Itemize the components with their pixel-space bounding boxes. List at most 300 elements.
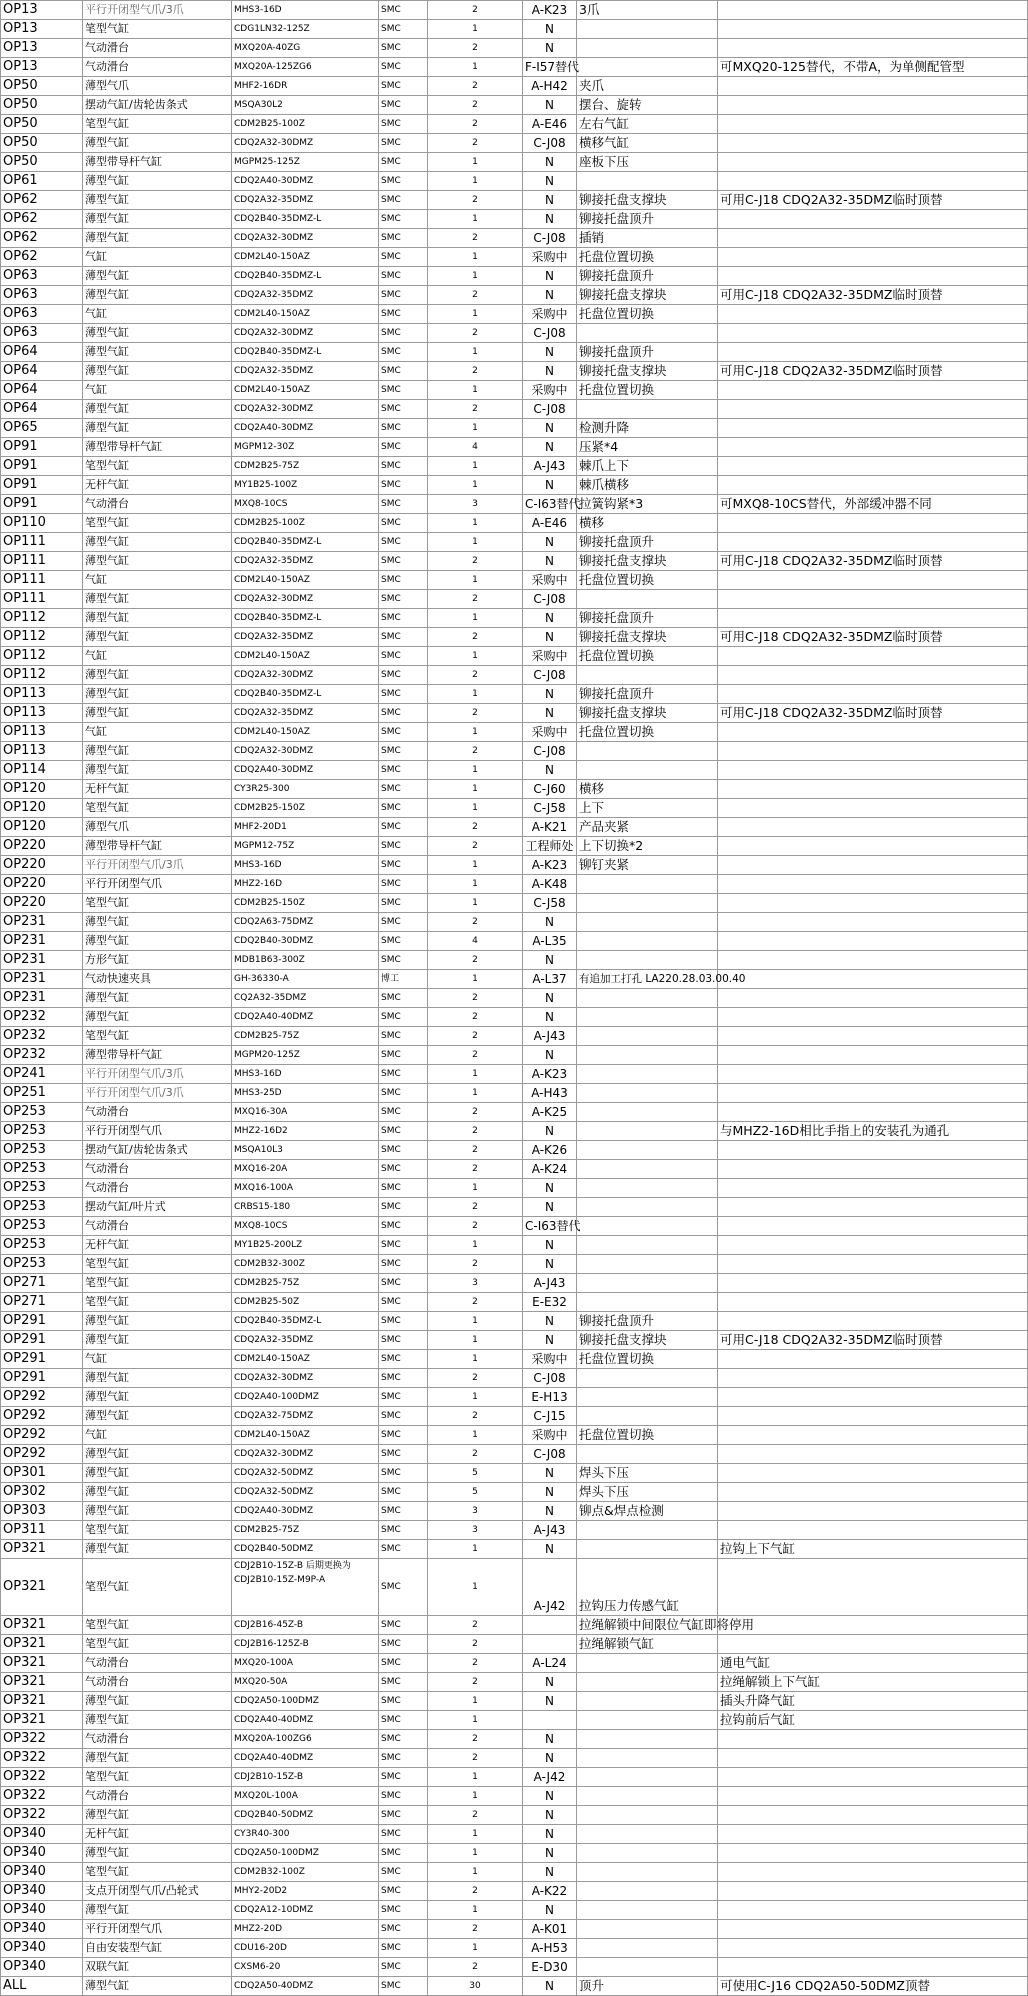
location-cell: N: [523, 1863, 577, 1882]
location-cell: N: [523, 1825, 577, 1844]
table-row: [1, 1502, 1028, 1521]
remark-cell: [718, 894, 1028, 913]
model-cell: CDQ2B40-35DMZ-L: [232, 533, 379, 552]
station-cell: OP63: [1, 267, 83, 286]
part-name-cell: 支点开闭型气爪/凸轮式: [83, 1882, 232, 1901]
station-cell: OP292: [1, 1445, 83, 1464]
remark-cell: [718, 761, 1028, 780]
station-cell: OP112: [1, 609, 83, 628]
model-cell: CDM2L40-150AZ: [232, 305, 379, 324]
function-cell: 有追加工打孔 LA220.28.03.00.40: [577, 970, 718, 989]
table-row: [1, 609, 1028, 628]
remark-cell: [718, 951, 1028, 970]
part-name-cell: 薄型气缸: [83, 1502, 232, 1521]
station-cell: OP63: [1, 305, 83, 324]
part-name-cell: 薄型气缸: [83, 1369, 232, 1388]
location-cell: C-J08: [523, 229, 577, 248]
remark-cell: 拉绳解锁上下气缸: [718, 1673, 1028, 1692]
quantity-cell: 5: [428, 1483, 523, 1502]
table-row: [1, 229, 1028, 248]
part-name-cell: 薄型气缸: [83, 267, 232, 286]
part-name-cell: 薄型气缸: [83, 1749, 232, 1768]
model-cell: MSQA10L3: [232, 1141, 379, 1160]
remark-cell: [718, 837, 1028, 856]
function-cell: [577, 989, 718, 1008]
part-name-cell: 薄型气爪: [83, 77, 232, 96]
location-cell: N: [523, 1255, 577, 1274]
quantity-cell: 2: [428, 1293, 523, 1312]
station-cell: OP322: [1, 1806, 83, 1825]
location-cell: N: [523, 343, 577, 362]
model-cell: CDM2B25-75Z: [232, 1027, 379, 1046]
brand-cell: SMC: [379, 1236, 428, 1255]
model-cell: MHS3-25D: [232, 1084, 379, 1103]
model-cell: MHS3-16D: [232, 1065, 379, 1084]
brand-cell: SMC: [379, 1844, 428, 1863]
remark-cell: 拉钩前后气缸: [718, 1711, 1028, 1730]
brand-cell: SMC: [379, 1122, 428, 1141]
location-cell: A-K01: [523, 1920, 577, 1939]
function-cell: 铆接托盘顶升: [577, 609, 718, 628]
remark-cell: [718, 1027, 1028, 1046]
location-cell: 采购中: [523, 1426, 577, 1445]
location-cell: F-I57替代: [523, 58, 577, 77]
location-cell: N: [523, 951, 577, 970]
quantity-cell: 1: [428, 1768, 523, 1787]
table-row: [1, 39, 1028, 58]
table-row: [1, 1141, 1028, 1160]
part-name-cell: 无杆气缸: [83, 780, 232, 799]
part-name-cell: 薄型气缸: [83, 286, 232, 305]
quantity-cell: 2: [428, 1882, 523, 1901]
quantity-cell: 2: [428, 400, 523, 419]
brand-cell: SMC: [379, 1331, 428, 1350]
table-row: [1, 1749, 1028, 1768]
model-cell: CDQ2B40-35DMZ-L: [232, 267, 379, 286]
quantity-cell: 4: [428, 932, 523, 951]
location-cell: N: [523, 1008, 577, 1027]
brand-cell: SMC: [379, 495, 428, 514]
function-cell: 拉绳解锁气缸: [577, 1635, 718, 1654]
table-row: [1, 989, 1028, 1008]
station-cell: OP62: [1, 191, 83, 210]
quantity-cell: 1: [428, 1844, 523, 1863]
location-cell: N: [523, 1806, 577, 1825]
function-cell: [577, 1692, 718, 1711]
station-cell: OP111: [1, 571, 83, 590]
location-cell: A-J42: [523, 1559, 577, 1616]
brand-cell: SMC: [379, 761, 428, 780]
table-row: [1, 457, 1028, 476]
part-name-cell: 薄型气缸: [83, 343, 232, 362]
location-cell: A-H42: [523, 77, 577, 96]
brand-cell: SMC: [379, 20, 428, 39]
location-cell: A-L37: [523, 970, 577, 989]
function-cell: 拉绳解锁中间限位气缸即将停用: [577, 1616, 718, 1635]
table-row: [1, 704, 1028, 723]
table-row: [1, 799, 1028, 818]
location-cell: C-J08: [523, 400, 577, 419]
location-cell: C-J60: [523, 780, 577, 799]
brand-cell: SMC: [379, 362, 428, 381]
table-row: [1, 324, 1028, 343]
table-row: [1, 761, 1028, 780]
table-row: [1, 96, 1028, 115]
quantity-cell: 1: [428, 305, 523, 324]
quantity-cell: 1: [428, 1084, 523, 1103]
model-cell: MDB1B63-300Z: [232, 951, 379, 970]
station-cell: OP292: [1, 1426, 83, 1445]
model-cell: CDQ2A32-50DMZ: [232, 1483, 379, 1502]
quantity-cell: 2: [428, 1730, 523, 1749]
table-row: [1, 571, 1028, 590]
remark-cell: [718, 1863, 1028, 1882]
remark-cell: [718, 96, 1028, 115]
function-cell: [577, 666, 718, 685]
part-name-cell: 笔型气缸: [83, 1274, 232, 1293]
table-row: [1, 856, 1028, 875]
quantity-cell: 2: [428, 1008, 523, 1027]
function-cell: [577, 1844, 718, 1863]
function-cell: [577, 1217, 718, 1236]
quantity-cell: 2: [428, 1958, 523, 1977]
function-cell: 夹爪: [577, 77, 718, 96]
remark-cell: [718, 1160, 1028, 1179]
location-cell: E-D30: [523, 1958, 577, 1977]
quantity-cell: 1: [428, 761, 523, 780]
brand-cell: 博工: [379, 970, 428, 989]
location-cell: N: [523, 96, 577, 115]
function-cell: 摆台、旋转: [577, 96, 718, 115]
part-name-cell: 笔型气缸: [83, 457, 232, 476]
brand-cell: SMC: [379, 1939, 428, 1958]
station-cell: OP291: [1, 1312, 83, 1331]
station-cell: OP113: [1, 723, 83, 742]
quantity-cell: 2: [428, 1806, 523, 1825]
remark-cell: [718, 1103, 1028, 1122]
brand-cell: SMC: [379, 628, 428, 647]
table-row: [1, 1825, 1028, 1844]
station-cell: OP50: [1, 77, 83, 96]
brand-cell: SMC: [379, 951, 428, 970]
location-cell: N: [523, 761, 577, 780]
location-cell: [523, 1711, 577, 1730]
location-cell: N: [523, 989, 577, 1008]
station-cell: OP50: [1, 115, 83, 134]
table-row: [1, 1293, 1028, 1312]
station-cell: OP220: [1, 894, 83, 913]
station-cell: OP340: [1, 1958, 83, 1977]
function-cell: [577, 1540, 718, 1559]
function-cell: 托盘位置切换: [577, 1350, 718, 1369]
location-cell: [523, 1635, 577, 1654]
station-cell: OP301: [1, 1464, 83, 1483]
quantity-cell: 1: [428, 894, 523, 913]
location-cell: A-L24: [523, 1654, 577, 1673]
model-cell: MY1B25-100Z: [232, 476, 379, 495]
location-cell: A-J43: [523, 1521, 577, 1540]
part-name-cell: 薄型气缸: [83, 419, 232, 438]
remark-cell: [718, 647, 1028, 666]
station-cell: OP64: [1, 343, 83, 362]
part-name-cell: 平行开闭型气爪/3爪: [83, 1084, 232, 1103]
function-cell: 左右气缸: [577, 115, 718, 134]
function-cell: [577, 1160, 718, 1179]
brand-cell: SMC: [379, 39, 428, 58]
model-cell: CDQ2A32-35DMZ: [232, 704, 379, 723]
quantity-cell: 2: [428, 704, 523, 723]
brand-cell: SMC: [379, 1464, 428, 1483]
model-cell: CDQ2A12-10DMZ: [232, 1901, 379, 1920]
function-cell: 铆接托盘顶升: [577, 343, 718, 362]
function-cell: [577, 1958, 718, 1977]
remark-cell: [718, 305, 1028, 324]
quantity-cell: 2: [428, 989, 523, 1008]
function-cell: 检测升降: [577, 419, 718, 438]
table-row: [1, 343, 1028, 362]
remark-cell: [718, 1521, 1028, 1540]
quantity-cell: 2: [428, 951, 523, 970]
table-row: [1, 115, 1028, 134]
brand-cell: SMC: [379, 742, 428, 761]
part-name-cell: 气缸: [83, 571, 232, 590]
table-row: [1, 134, 1028, 153]
part-name-cell: 笔型气缸: [83, 1255, 232, 1274]
part-name-cell: 平行开闭型气爪/3爪: [83, 856, 232, 875]
table-row: [1, 1274, 1028, 1293]
station-cell: OP322: [1, 1749, 83, 1768]
brand-cell: SMC: [379, 400, 428, 419]
model-cell: CDM2B25-75Z: [232, 1274, 379, 1293]
quantity-cell: 2: [428, 590, 523, 609]
location-cell: E-E32: [523, 1293, 577, 1312]
table-row: [1, 305, 1028, 324]
brand-cell: SMC: [379, 1065, 428, 1084]
quantity-cell: 5: [428, 1464, 523, 1483]
quantity-cell: 1: [428, 780, 523, 799]
table-row: [1, 818, 1028, 837]
part-name-cell: 气动滑台: [83, 1160, 232, 1179]
part-name-cell: 无杆气缸: [83, 476, 232, 495]
station-cell: OP13: [1, 39, 83, 58]
table-row: [1, 1977, 1028, 1996]
function-cell: 铆接托盘顶升: [577, 267, 718, 286]
remark-cell: 可用C-J18 CDQ2A32-35DMZ临时顶替: [718, 628, 1028, 647]
remark-cell: [718, 1141, 1028, 1160]
station-cell: OP321: [1, 1616, 83, 1635]
quantity-cell: 2: [428, 1046, 523, 1065]
remark-cell: [718, 1312, 1028, 1331]
location-cell: C-J08: [523, 324, 577, 343]
remark-cell: [718, 1730, 1028, 1749]
function-cell: [577, 875, 718, 894]
brand-cell: SMC: [379, 1, 428, 20]
station-cell: OP62: [1, 229, 83, 248]
location-cell: A-J43: [523, 1274, 577, 1293]
location-cell: N: [523, 1179, 577, 1198]
function-cell: [577, 742, 718, 761]
model-cell: MXQ16-20A: [232, 1160, 379, 1179]
remark-cell: [718, 818, 1028, 837]
function-cell: [577, 1255, 718, 1274]
brand-cell: SMC: [379, 780, 428, 799]
quantity-cell: 2: [428, 1616, 523, 1635]
table-row: [1, 533, 1028, 552]
station-cell: OP231: [1, 951, 83, 970]
remark-cell: [718, 875, 1028, 894]
part-name-cell: 薄型气缸: [83, 1540, 232, 1559]
model-cell: MXQ8-10CS: [232, 495, 379, 514]
table-row: [1, 1673, 1028, 1692]
brand-cell: SMC: [379, 1255, 428, 1274]
model-cell: CQ2A32-35DMZ: [232, 989, 379, 1008]
model-cell: CDU16-20D: [232, 1939, 379, 1958]
remark-cell: [718, 229, 1028, 248]
brand-cell: SMC: [379, 1388, 428, 1407]
function-cell: [577, 1825, 718, 1844]
function-cell: 铆点&焊点检测: [577, 1502, 718, 1521]
station-cell: OP64: [1, 381, 83, 400]
location-cell: N: [523, 1844, 577, 1863]
model-cell: CDQ2A50-100DMZ: [232, 1844, 379, 1863]
brand-cell: SMC: [379, 1084, 428, 1103]
brand-cell: SMC: [379, 1692, 428, 1711]
station-cell: OP63: [1, 286, 83, 305]
part-name-cell: 平行开闭型气爪/3爪: [83, 1, 232, 20]
quantity-cell: 2: [428, 1369, 523, 1388]
model-cell: CXSM6-20: [232, 1958, 379, 1977]
model-cell: CDM2B25-150Z: [232, 894, 379, 913]
function-cell: 铆接托盘支撑块: [577, 191, 718, 210]
remark-cell: 可用C-J18 CDQ2A32-35DMZ临时顶替: [718, 552, 1028, 571]
location-cell: A-J42: [523, 1768, 577, 1787]
location-cell: N: [523, 552, 577, 571]
function-cell: 铆接托盘支撑块: [577, 1331, 718, 1350]
part-name-cell: 薄型气缸: [83, 1464, 232, 1483]
table-row: [1, 1236, 1028, 1255]
brand-cell: SMC: [379, 1521, 428, 1540]
table-row: [1, 1654, 1028, 1673]
location-cell: N: [523, 704, 577, 723]
part-name-cell: 气缸: [83, 1350, 232, 1369]
table-row: [1, 1426, 1028, 1445]
table-row: [1, 77, 1028, 96]
quantity-cell: 2: [428, 1255, 523, 1274]
model-cell: GH-36330-A: [232, 970, 379, 989]
remark-cell: [718, 1920, 1028, 1939]
model-cell: CDJ2B10-15Z-B 后期更换为CDJ2B10-15Z-M9P-A: [232, 1559, 379, 1616]
location-cell: N: [523, 1236, 577, 1255]
station-cell: OP253: [1, 1103, 83, 1122]
function-cell: 棘爪横移: [577, 476, 718, 495]
part-name-cell: 薄型气缸: [83, 1388, 232, 1407]
station-cell: OP321: [1, 1654, 83, 1673]
remark-cell: [718, 1407, 1028, 1426]
station-cell: OP321: [1, 1711, 83, 1730]
remark-cell: 可用C-J18 CDQ2A32-35DMZ临时顶替: [718, 286, 1028, 305]
quantity-cell: 2: [428, 1920, 523, 1939]
model-cell: CDQ2A32-50DMZ: [232, 1464, 379, 1483]
model-cell: MXQ20L-100A: [232, 1787, 379, 1806]
remark-cell: [718, 1939, 1028, 1958]
part-name-cell: 气缸: [83, 1426, 232, 1445]
location-cell: A-L35: [523, 932, 577, 951]
table-row: [1, 248, 1028, 267]
table-row: [1, 1920, 1028, 1939]
brand-cell: SMC: [379, 1787, 428, 1806]
model-cell: CDJ2B10-15Z-B: [232, 1768, 379, 1787]
table-row: [1, 153, 1028, 172]
remark-cell: [718, 210, 1028, 229]
remark-cell: 可用C-J18 CDQ2A32-35DMZ临时顶替: [718, 362, 1028, 381]
location-cell: N: [523, 20, 577, 39]
station-cell: OP13: [1, 20, 83, 39]
table-row: [1, 837, 1028, 856]
part-name-cell: 摆动气缸/齿轮齿条式: [83, 96, 232, 115]
quantity-cell: 2: [428, 39, 523, 58]
quantity-cell: 1: [428, 381, 523, 400]
model-cell: CDM2L40-150AZ: [232, 1350, 379, 1369]
quantity-cell: 1: [428, 1179, 523, 1198]
brand-cell: SMC: [379, 1293, 428, 1312]
table-row: [1, 932, 1028, 951]
model-cell: MHZ2-16D2: [232, 1122, 379, 1141]
remark-cell: [718, 115, 1028, 134]
model-cell: CDQ2A32-30DMZ: [232, 134, 379, 153]
brand-cell: SMC: [379, 476, 428, 495]
location-cell: A-E46: [523, 514, 577, 533]
location-cell: N: [523, 1331, 577, 1350]
location-cell: C-J08: [523, 742, 577, 761]
model-cell: CDQ2A50-40DMZ: [232, 1977, 379, 1996]
remark-cell: [718, 419, 1028, 438]
remark-cell: [718, 1065, 1028, 1084]
quantity-cell: 1: [428, 1787, 523, 1806]
function-cell: 顶升: [577, 1977, 718, 1996]
model-cell: MXQ20A-125ZG6: [232, 58, 379, 77]
location-cell: N: [523, 533, 577, 552]
table-row: [1, 894, 1028, 913]
location-cell: C-J58: [523, 799, 577, 818]
station-cell: OP120: [1, 799, 83, 818]
remark-cell: [718, 666, 1028, 685]
function-cell: [577, 58, 718, 77]
model-cell: CDM2B32-300Z: [232, 1255, 379, 1274]
function-cell: [577, 1065, 718, 1084]
model-cell: CDQ2A32-35DMZ: [232, 628, 379, 647]
function-cell: [577, 1084, 718, 1103]
table-row: [1, 1217, 1028, 1236]
model-cell: CY3R40-300: [232, 1825, 379, 1844]
remark-cell: [718, 1882, 1028, 1901]
part-name-cell: 气动滑台: [83, 495, 232, 514]
function-cell: 产品夹紧: [577, 818, 718, 837]
remark-cell: [718, 267, 1028, 286]
model-cell: CDQ2B40-30DMZ: [232, 932, 379, 951]
location-cell: 采购中: [523, 723, 577, 742]
model-cell: CDG1LN32-125Z: [232, 20, 379, 39]
function-cell: [577, 1293, 718, 1312]
part-name-cell: 笔型气缸: [83, 1863, 232, 1882]
quantity-cell: 30: [428, 1977, 523, 1996]
location-cell: C-J15: [523, 1407, 577, 1426]
remark-cell: [718, 1958, 1028, 1977]
part-name-cell: 薄型气缸: [83, 913, 232, 932]
remark-cell: [718, 39, 1028, 58]
location-cell: N: [523, 1977, 577, 1996]
part-name-cell: 薄型气缸: [83, 666, 232, 685]
brand-cell: SMC: [379, 590, 428, 609]
